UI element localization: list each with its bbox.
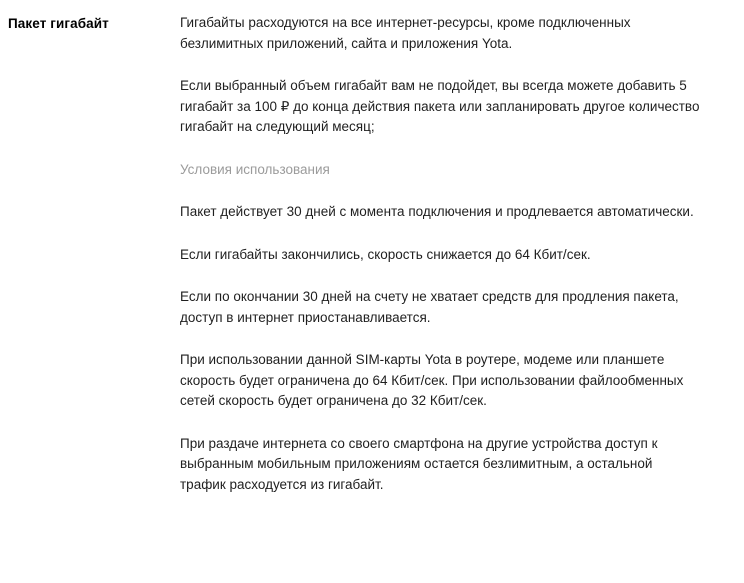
- terms-subheading: Условия использования: [180, 161, 330, 177]
- section-body: [180, 13, 724, 495]
- description-paragraph-1: Гигабайты расходуются на все интернет-ресурсы, кроме подключенных безлимитных приложений, сайта и приложения Yota.: [180, 15, 631, 51]
- terms-paragraph-2: Если гигабайты закончились, скорость снижается до 64 Кбит/сек.: [180, 246, 591, 262]
- terms-paragraph-4: При использовании данной SIM-карты Yota в роутере, модеме или планшете скорость будет ограничена до 64 Кбит/сек. При использовании файлообменных сетей скорость будет ограничена до 32 Кбит/сек.: [180, 352, 684, 409]
- section-title: Пакет гигабайт: [8, 16, 109, 31]
- terms-paragraph-3: Если по окончании 30 дней на счету не хватает средств для продления пакета, доступ в интернет приостанавливается.: [180, 289, 679, 325]
- package-info-section: [8, 13, 724, 495]
- terms-paragraph-1: Пакет действует 30 дней с момента подключения и продлевается автоматически.: [180, 204, 694, 220]
- description-paragraph-2: Если выбранный объем гигабайт вам не подойдет, вы всегда можете добавить 5 гигабайт за 100 ₽ до конца действия пакета или запланировать другое количество гигабайт на следующий месяц;: [180, 78, 700, 135]
- terms-paragraph-5: При раздаче интернета со своего смартфона на другие устройства доступ к выбранным мобильным приложениям остается безлимитным, а остальной трафик расходуется из гигабайт.: [180, 435, 658, 492]
